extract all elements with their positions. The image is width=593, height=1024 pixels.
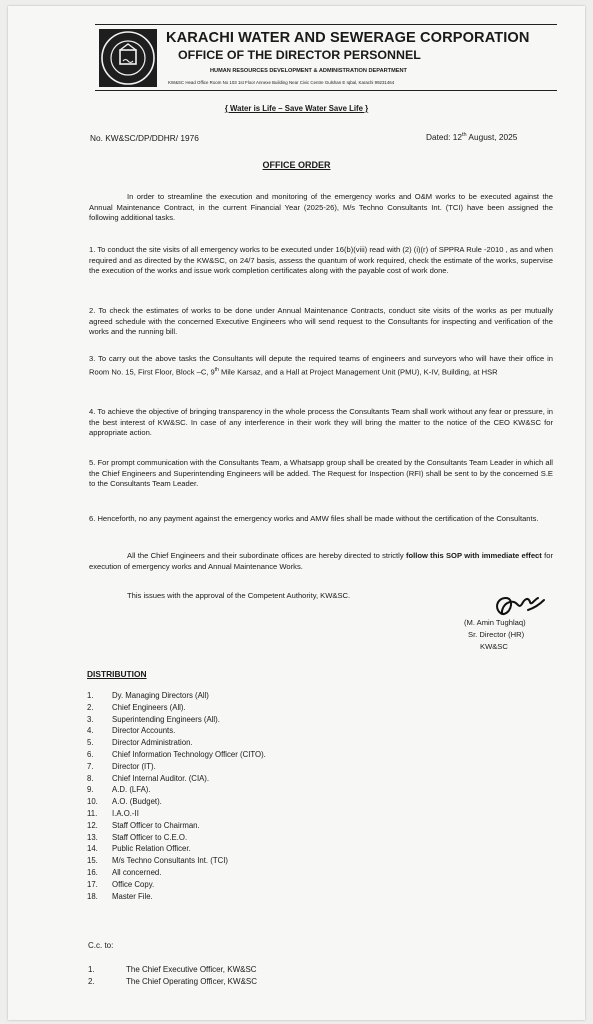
office-address: KW&SC Head Office Room No 103 1st Floor Annexe Building Near Civic Centre Gulshan E Iqbal, Karachi 99231464 xyxy=(168,80,395,85)
cc-item xyxy=(88,964,257,976)
distribution-item xyxy=(87,879,266,891)
point-2: 2. To check the estimates of works to be done under Annual Maintenance Contracts, conduct site visits of the works as per mutually agreed schedule with the concerned Executive Engineers who will send request to the Consultants for inspecting and verification of the works and the running bill. xyxy=(89,306,553,337)
distribution-item-number: 4. xyxy=(87,726,94,736)
distribution-item-text: Office Copy. xyxy=(112,879,155,889)
distribution-item-number: 18. xyxy=(87,891,98,901)
distribution-item-text: Chief Information Technology Officer (CITO). xyxy=(112,749,266,759)
distribution-item xyxy=(87,855,266,867)
distribution-item-number: 15. xyxy=(87,856,98,866)
cc-item-number: 1. xyxy=(88,965,95,974)
distribution-item xyxy=(87,843,266,855)
distribution-item-text: I.A.O.-II xyxy=(112,808,139,818)
cc-item-number: 2. xyxy=(88,976,95,986)
signatory-designation: Sr. Director (HR) xyxy=(468,630,525,639)
signatory-org: KW&SC xyxy=(480,642,508,651)
department-name: HUMAN RESOURCES DEVELOPMENT & ADMINISTRATION DEPARTMENT xyxy=(210,68,407,74)
distribution-item-number: 13. xyxy=(87,832,98,842)
distribution-item xyxy=(87,867,266,879)
distribution-item-number: 12. xyxy=(87,820,98,830)
distribution-item xyxy=(87,725,266,737)
distribution-list xyxy=(87,690,266,902)
cc-item-text: The Chief Operating Officer, KW&SC xyxy=(126,976,258,986)
distribution-item-text: A.D. (LFA). xyxy=(112,785,151,795)
document-title: OFFICE ORDER xyxy=(262,160,331,170)
point-6: 6. Henceforth, no any payment against the emergency works and AMW files shall be made without the certification of the Consultants. xyxy=(89,514,539,523)
distribution-item-number: 6. xyxy=(87,749,94,759)
distribution-item-text: Chief Internal Auditor. (CIA). xyxy=(112,773,210,783)
distribution-item xyxy=(87,749,266,761)
distribution-item-text: Director (IT). xyxy=(112,761,156,771)
distribution-item-text: M/s Techno Consultants Int. (TCI) xyxy=(112,856,228,866)
cc-item-text: The Chief Executive Officer, KW&SC xyxy=(126,965,257,974)
directive-paragraph: All the Chief Engineers and their subordinate offices are hereby directed to strictly follow this SOP with immediate effect for execution of emergency works and Annual Maintenance Works. xyxy=(89,551,553,571)
distribution-item xyxy=(87,702,266,714)
point-5: 5. For prompt communication with the Consultants Team, a Whatsapp group shall be created by the Consultants Team Leader in which all the Chief Engineers and Superintending Engineers will be added. The Request for Inspection (RFI) shall be sent to by the concerned S.E to the Consultants Team Leader. xyxy=(89,458,553,489)
intro-paragraph: In order to streamline the execution and monitoring of the emergency works and O&M works to be executed against the Annual Maintenance Contract, in the current Financial Year (2025-26), M/s Techno Consultants Int. (TCI) have been assigned the following additional tasks. xyxy=(89,192,553,223)
signatory-name: (M. Amin Tughlaq) xyxy=(464,618,526,627)
approval-line: This issues with the approval of the Competent Authority, KW&SC. xyxy=(127,591,351,600)
point-4: 4. To achieve the objective of bringing transparency in the whole process the Consultants Team shall work without any fear or pressure, in the best interest of KW&SC. In case of any interference in their work they will bring the matter to the notice of the CEO KW&SC for appropriate action. xyxy=(89,407,553,438)
distribution-item xyxy=(87,690,266,702)
distribution-item-number: 9. xyxy=(87,785,94,795)
cc-list xyxy=(88,964,257,987)
distribution-item-number: 17. xyxy=(87,879,98,889)
distribution-item-text: A.O. (Budget). xyxy=(112,797,162,807)
cc-heading: C.c. to: xyxy=(88,941,114,950)
distribution-item-number: 7. xyxy=(87,761,94,771)
distribution-item-text: Public Relation Officer. xyxy=(112,844,191,854)
kwsc-seal-icon xyxy=(98,28,158,88)
distribution-item-text: Master File. xyxy=(112,891,153,901)
distribution-item-text: Chief Engineers (All). xyxy=(112,702,186,712)
cc-item xyxy=(88,976,257,988)
distribution-item-text: Director Administration. xyxy=(112,738,193,748)
distribution-item xyxy=(87,773,266,785)
distribution-item xyxy=(87,796,266,808)
distribution-item xyxy=(87,784,266,796)
letterhead-bottom-rule xyxy=(95,90,557,91)
distribution-item-number: 1. xyxy=(87,691,94,700)
distribution-item-number: 2. xyxy=(87,702,94,712)
distribution-heading: DISTRIBUTION xyxy=(87,669,147,679)
distribution-item xyxy=(87,737,266,749)
distribution-item-number: 11. xyxy=(87,808,98,818)
distribution-item xyxy=(87,808,266,820)
distribution-item-text: Director Accounts. xyxy=(112,726,176,736)
letterhead-top-rule xyxy=(95,24,557,25)
distribution-item-text: Superintending Engineers (All). xyxy=(112,714,220,724)
office-name: OFFICE OF THE DIRECTOR PERSONNEL xyxy=(178,48,421,62)
organization-name: KARACHI WATER AND SEWERAGE CORPORATION xyxy=(166,30,530,46)
point-1: 1. To conduct the site visits of all emergency works to be executed under 16(b)(viii) read with (2) (i)(r) of SPPRA Rule -2010 , as and when required and as directed by the KW&SC, on 24/7 basis, assess the quantum of work required, check the estimate of the works, supervise the execution of the works and issue work completion certificates along with the payable cost of work done. xyxy=(89,245,553,276)
point-3: 3. To carry out the above tasks the Consultants will depute the required teams of engineers and surveyors who will have their office in Room No. 15, First Floor, Block –C, 9th Mile Karsaz, and a Hall at Project Management Unit (PMU), K-IV, Building, at HSR xyxy=(89,354,553,377)
distribution-item xyxy=(87,832,266,844)
distribution-item-number: 10. xyxy=(87,797,98,807)
distribution-item xyxy=(87,891,266,903)
distribution-item-text: All concerned. xyxy=(112,867,162,877)
order-date: Dated: 12th August, 2025 xyxy=(426,132,518,142)
reference-number: No. KW&SC/DP/DDHR/ 1976 xyxy=(90,133,199,143)
distribution-item-number: 16. xyxy=(87,867,98,877)
slogan: { Water is Life – Save Water Save Life } xyxy=(224,104,369,113)
distribution-item-number: 14. xyxy=(87,844,98,854)
distribution-item xyxy=(87,714,266,726)
distribution-item-text: Staff Officer to Chairman. xyxy=(112,820,200,830)
distribution-item-text: Dy. Managing Directors (All) xyxy=(112,691,209,700)
distribution-item-number: 8. xyxy=(87,773,94,783)
distribution-item-number: 3. xyxy=(87,714,94,724)
distribution-item xyxy=(87,761,266,773)
distribution-item-number: 5. xyxy=(87,738,94,748)
distribution-item-text: Staff Officer to C.E.O. xyxy=(112,832,188,842)
document-page xyxy=(8,6,585,1020)
distribution-item xyxy=(87,820,266,832)
